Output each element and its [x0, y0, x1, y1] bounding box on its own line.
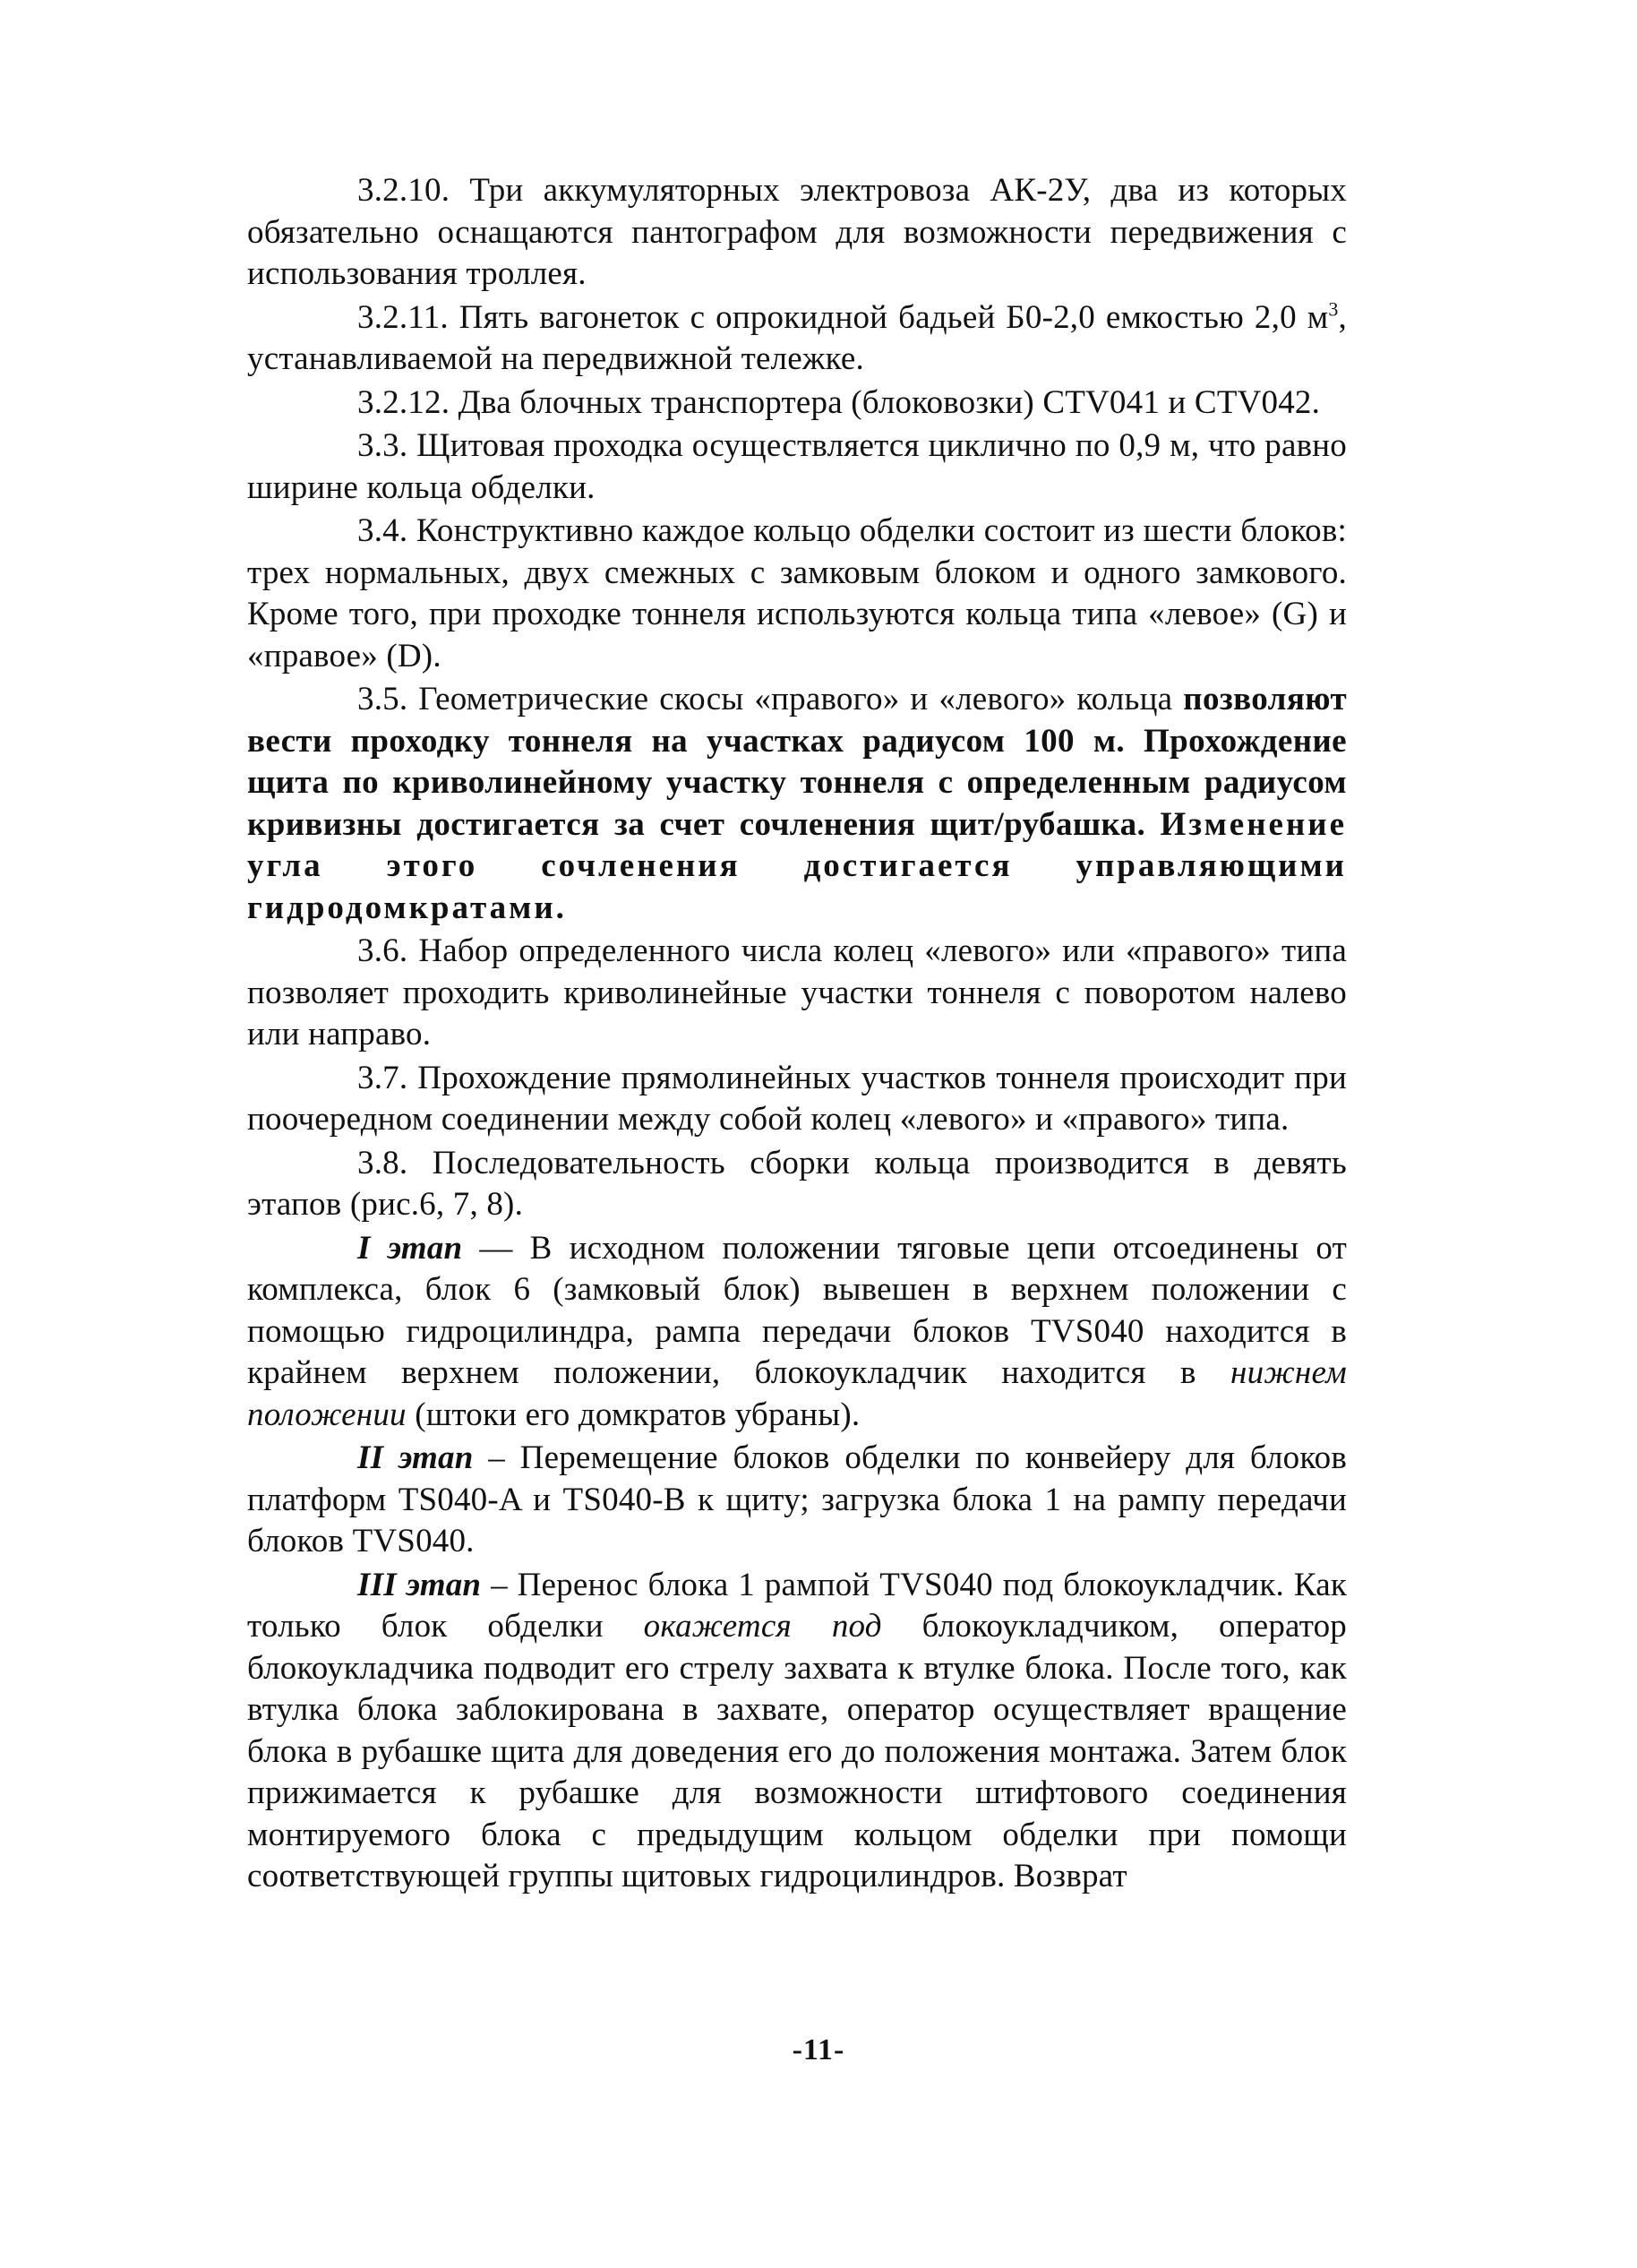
- paragraph-3-5-bold-wide: Изменение угла этого сочленения достигается управляющими гидродомкратами.: [247, 805, 1348, 926]
- stage-3-italic: окажется под: [643, 1608, 882, 1645]
- paragraph-3-2-10: 3.2.10. Три аккумуляторных электровоза АК-2У, два из которых обязательно оснащаются пантографом для возможности передвижения с использования троллея.: [247, 172, 1347, 292]
- paragraph-stage-2: [247, 1438, 1347, 1563]
- paragraph-3-2-11-text: 3.2.11. Пять вагонеток с опрокидной бадьей Б0-2,0 емкостью 2,0 м: [357, 298, 1329, 336]
- paragraph-stage-3: [247, 1565, 1347, 1898]
- stage-1-italic: нижнем положении: [247, 1354, 1347, 1433]
- stage-3-text: – Перенос блока 1 рампой TVS040 под блокоукладчик. Как только блок обделки: [247, 1566, 1348, 1645]
- stage-3-label: III этап: [357, 1566, 482, 1603]
- paragraph-stage-1: [247, 1228, 1347, 1437]
- stage-2-text: – Перемещение блоков обделки по конвейеру для блоков платформ TS040-A и TS040-B к щиту; загрузка блока 1 на рампу передачи блоков TVS040.: [247, 1439, 1347, 1559]
- paragraph-3-5: [247, 679, 1347, 929]
- paragraph-3-7: 3.7. Прохождение прямолинейных участков тоннеля происходит при поочередном соединении между собой колец «левого» и «правого» типа.: [247, 1059, 1347, 1138]
- stage-3-tail: блокоукладчиком, оператор блокоукладчика подводит его стрелу захвата к втулке блока. После того, как втулка блока заблокирована в захвате, оператор осуществляет вращение блока в рубашке щита для доведения его до положения монтажа. Затем блок прижимается к рубашке для возможности штифтового соединения монтируемого блока с предыдущим кольцом обделки при помощи соответствующей группы щитовых гидроцилиндров. Возврат: [247, 1608, 1347, 1894]
- paragraph-3-2-12: 3.2.12. Два блочных транспортера (блоковозки) CTV041 и CTV042.: [357, 383, 1321, 421]
- paragraph-3-3: 3.3. Щитовая проходка осуществляется циклично по 0,9 м, что равно ширине кольца обделки.: [247, 427, 1347, 506]
- stage-1-tail: (штоки его домкратов убраны).: [406, 1396, 861, 1433]
- paragraph-3-5-intro: 3.5. Геометрические скосы «правого» и «левого» кольца: [357, 681, 1173, 717]
- paragraph-3-4: 3.4. Конструктивно каждое кольцо обделки состоит из шести блоков: трех нормальных, двух смежных с замковым блоком и одного замкового. Кроме того, при проходке тоннеля используются кольца типа «левое» (G) и «правое» (D).: [247, 512, 1347, 674]
- stage-1-label: I этап: [357, 1229, 463, 1267]
- superscript-3: 3: [1328, 297, 1339, 321]
- paragraph-3-5-bold: позволяют вести проходку тоннеля на участках радиусом 100 м. Прохождение щита по криволинейному участку тоннеля с определенным радиусом кривизны достигается за счет сочленения щит/рубашка.: [247, 681, 1348, 843]
- page-number: -11-: [792, 2033, 845, 2066]
- stage-1-text: — В исходном положении тяговые цепи отсоединены от комплекса, блок 6 (замковый блок) вывешен в верхнем положении с помощью гидроцилиндра, рампа передачи блоков TVS040 находится в крайнем верхнем положении, блокоукладчик находится в: [247, 1229, 1347, 1391]
- paragraph-3-2-11-tail: , устанавливаемой на передвижной тележке.: [247, 298, 1347, 377]
- stage-2-label: II этап: [357, 1439, 474, 1476]
- paragraph-3-6: 3.6. Набор определенного числа колец «левого» или «правого» типа позволяет проходить криволинейные участки тоннеля с поворотом налево или направо.: [247, 932, 1347, 1052]
- paragraph-3-2-11: [247, 297, 1347, 381]
- document-body: [247, 170, 1347, 1898]
- paragraph-3-8: 3.8. Последовательность сборки кольца производится в девять этапов (рис.6, 7, 8).: [247, 1144, 1347, 1223]
